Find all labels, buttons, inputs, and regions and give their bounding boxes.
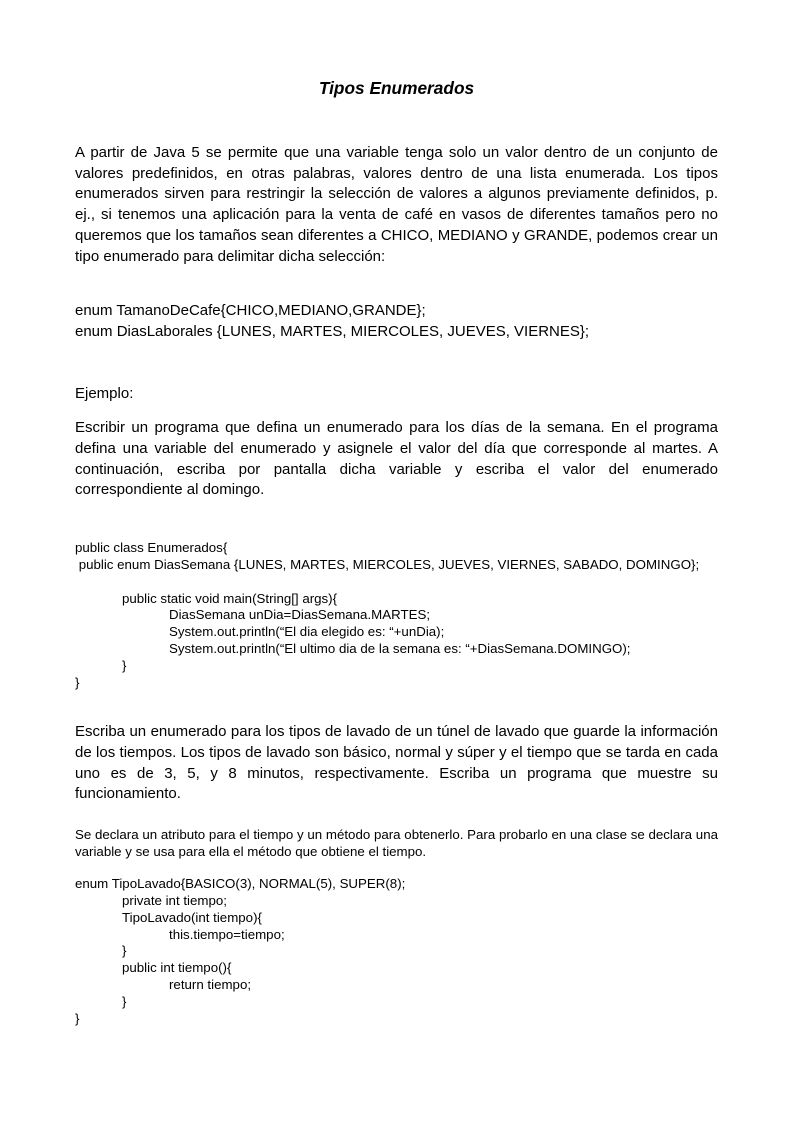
code-line: return tiempo;	[75, 976, 252, 992]
code-line: DiasSemana unDia=DiasSemana.MARTES;	[75, 607, 431, 623]
code-line: private int tiempo;	[75, 892, 227, 908]
code-line: }	[75, 993, 127, 1009]
code-line: public enum DiasSemana {LUNES, MARTES, MIERCOLES, JUEVES, VIERNES, SABADO, DOMINGO};	[75, 556, 700, 572]
example-label: Ejemplo:	[75, 384, 134, 402]
code-line: System.out.println(“El dia elegido es: “+unDia);	[75, 624, 445, 640]
code-line: }	[75, 657, 127, 673]
example-paragraph: Escribir un programa que defina un enumerado para los días de la semana. En el programa defina una variable del enumerado y asignele el valor del día que corresponde al martes. A continuación, escriba por pantalla dicha variable y escriba el valor del enumerado correspondiente al domingo.	[75, 419, 718, 499]
code-line: public static void main(String[] args){	[75, 590, 338, 606]
document-title: Tipos Enumerados	[318, 78, 475, 98]
intro-paragraph: A partir de Java 5 se permite que una variable tenga solo un valor dentro de un conjunto de valores predefinidos, en otras palabras, valores dentro de una lista enumerada. Los tipos enumerados sirven para restringir la selección de valores a algunos previamente definidos, p. ej., si tenemos una aplicación para la venta de café en vasos de diferentes tamaños pero no queremos que los tamaños sean diferentes a CHICO, MEDIANO y GRANDE, podemos crear un tipo enumerado para delimitar dicha selección:	[75, 144, 718, 265]
code-line: this.tiempo=tiempo;	[75, 926, 285, 942]
code-line: enum TipoLavado{BASICO(3), NORMAL(5), SUPER(8);	[75, 876, 406, 892]
code-line: public class Enumerados{	[75, 540, 228, 556]
code-line: }	[75, 1010, 80, 1026]
enum-declaration-line: enum TamanoDeCafe{CHICO,MEDIANO,GRANDE};	[75, 302, 426, 320]
code-line: }	[75, 674, 80, 690]
code-line	[75, 574, 718, 591]
solution-note: Se declara un atributo para el tiempo y un método para obtenerlo. Para probarlo en una clase se declara una variable y se usa para ella el método que obtiene el tiempo.	[75, 827, 718, 860]
enum-declaration-line: enum DiasLaborales {LUNES, MARTES, MIERCOLES, JUEVES, VIERNES};	[75, 322, 590, 340]
code-line: public int tiempo(){	[75, 960, 232, 976]
exercise-paragraph: Escriba un enumerado para los tipos de lavado de un túnel de lavado que guarde la información de los tiempos. Los tipos de lavado son básico, normal y súper y el tiempo que se tarda en cada uno es de 3, 5, y 8 minutos, respectivamente. Escriba un programa que muestre su funcionamiento.	[75, 723, 718, 803]
code-line: TipoLavado(int tiempo){	[75, 909, 262, 925]
code-line: }	[75, 943, 127, 959]
enum-declarations	[75, 301, 718, 342]
code-line: System.out.println(“El ultimo dia de la semana es: “+DiasSemana.DOMINGO);	[75, 640, 631, 656]
code-block-enumerados	[75, 540, 718, 691]
code-block-tipolavado	[75, 876, 718, 1027]
